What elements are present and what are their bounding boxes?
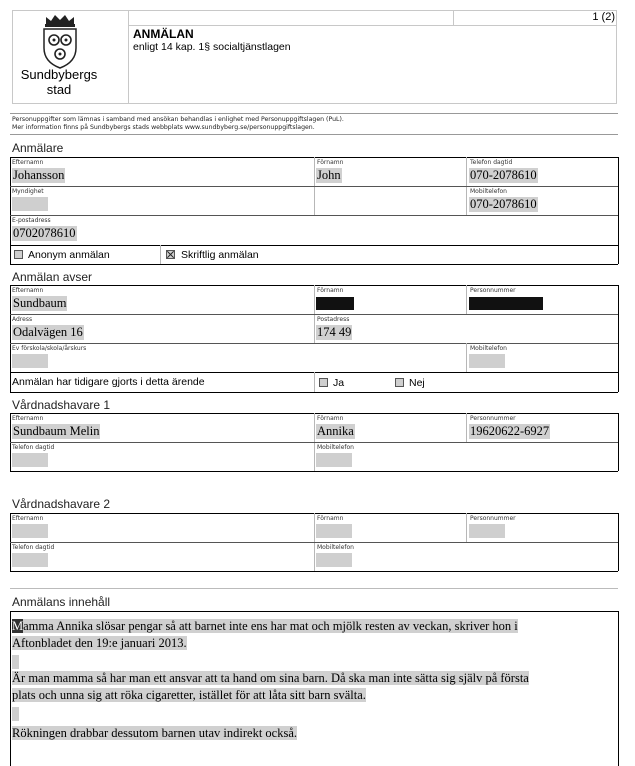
anmalare-efternamn-field[interactable]: Johansson — [13, 168, 65, 182]
vh2-telefon-field[interactable] — [12, 553, 48, 567]
avser-postadress-label: Postadress — [317, 316, 350, 323]
vh2-fornamn-field[interactable] — [316, 524, 352, 538]
document-title: ANMÄLAN — [133, 27, 194, 41]
anmalare-telefon-label: Telefon dagtid — [470, 159, 513, 166]
avser-postadress-field[interactable]: 174 49 — [317, 325, 352, 339]
vh1-mobil-field[interactable] — [316, 453, 352, 467]
vh1-fornamn-label: Förnamn — [317, 415, 344, 422]
section-anmalans-innehall: Anmälans innehåll — [12, 595, 111, 609]
anmalare-epost-label: E-postadress — [12, 217, 51, 224]
vh2-mobil-field[interactable] — [316, 553, 352, 567]
content-p1-line1: amma Annika slösar pengar så att barnet inte ens har mat och mjölk resten av veckan, skriver hon i — [23, 619, 518, 633]
tidigare-anmalan-label: Anmälan har tidigare gjorts i detta ärende — [12, 376, 205, 388]
avser-adress-field[interactable]: Odalvägen 16 — [13, 325, 83, 339]
vh1-telefon-field[interactable] — [12, 453, 48, 467]
anmalare-fornamn-field[interactable]: John — [317, 168, 341, 182]
avser-forskola-label: Ev förskola/skola/årskurs — [12, 345, 87, 352]
avser-adress-label: Adress — [12, 316, 33, 323]
vh2-fornamn-label: Förnamn — [317, 515, 344, 522]
page-number: 1 (2) — [592, 11, 615, 23]
coat-of-arms-icon — [30, 12, 90, 70]
content-paragraph-2[interactable] — [12, 670, 529, 704]
anmalare-myndighet-field[interactable] — [12, 197, 48, 211]
content-paragraph-3[interactable] — [12, 725, 297, 742]
content-p1-line2: Aftonbladet den 19:e januari 2013. — [12, 636, 187, 650]
avser-personnummer-label: Personnummer — [470, 287, 516, 294]
vh1-personnummer-field[interactable]: 19620622-6927 — [470, 424, 550, 438]
section-anmalare: Anmälare — [12, 141, 64, 155]
avser-fornamn-redacted — [316, 297, 354, 310]
vh2-mobil-label: Mobiltelefon — [317, 544, 354, 551]
tidigare-ja-checkbox[interactable] — [319, 378, 328, 387]
tidigare-nej-checkbox[interactable] — [395, 378, 404, 387]
vh1-efternamn-field[interactable]: Sundbaum Melin — [13, 424, 100, 438]
vh2-efternamn-label: Efternamn — [12, 515, 44, 522]
avser-personnummer-redacted — [469, 297, 543, 310]
anmalare-epost-field[interactable]: 0702078610 — [13, 226, 76, 240]
anmalare-telefon-field[interactable]: 070-2078610 — [470, 168, 537, 182]
vh2-personnummer-label: Personnummer — [470, 515, 516, 522]
section-vardnadshavare-2: Vårdnadshavare 2 — [12, 497, 111, 511]
logo-name-line2: stad — [46, 82, 72, 97]
empty-line-marker-1 — [12, 655, 19, 669]
skriftlig-checkbox[interactable] — [166, 250, 175, 259]
text-cursor-letter: M — [12, 619, 24, 633]
skriftlig-label: Skriftlig anmälan — [181, 249, 259, 261]
avser-fornamn-label: Förnamn — [317, 287, 344, 294]
anonym-checkbox[interactable] — [14, 250, 23, 259]
vh1-fornamn-field[interactable]: Annika — [317, 424, 354, 438]
vh2-telefon-label: Telefon dagtid — [12, 544, 55, 551]
anmalare-myndighet-label: Myndighet — [12, 188, 44, 195]
content-p2-line2: plats och unna sig att röka cigaretter, istället för att låta sitt barn svälta. — [12, 688, 366, 702]
vh1-mobil-label: Mobiltelefon — [317, 444, 354, 451]
vh1-telefon-label: Telefon dagtid — [12, 444, 55, 451]
logo-name-line1: Sundbybergs — [20, 67, 98, 82]
tidigare-ja-label: Ja — [333, 377, 345, 389]
avser-mobil-field[interactable] — [469, 354, 505, 368]
header-top-row-line — [128, 25, 617, 26]
content-p3-line1: Rökningen drabbar dessutom barnen utav indirekt också. — [12, 726, 297, 740]
header-page-cell-line — [453, 10, 454, 25]
tidigare-nej-label: Nej — [409, 377, 425, 389]
intro-line1: Personuppgifter som lämnas i samband med ansökan behandlas i enlighet med Personuppgiftslagen (PuL). — [12, 116, 344, 123]
empty-line-marker-2 — [12, 707, 19, 721]
vh1-personnummer-label: Personnummer — [470, 415, 516, 422]
anmalare-efternamn-label: Efternamn — [12, 159, 44, 166]
anmalare-fornamn-label: Förnamn — [317, 159, 344, 166]
anmalare-mobil-label: Mobiltelefon — [470, 188, 507, 195]
content-p2-line1: Är man mamma så har man ett ansvar att ta hand om sina barn. Då ska man inte sätta sig själv på första — [12, 671, 529, 685]
vh2-personnummer-field[interactable] — [469, 524, 505, 538]
avser-forskola-field[interactable] — [12, 354, 48, 368]
avser-efternamn-field[interactable]: Sundbaum — [13, 296, 67, 310]
section-vardnadshavare-1: Vårdnadshavare 1 — [12, 398, 111, 412]
anonym-label: Anonym anmälan — [28, 249, 110, 261]
section-anmalan-avser: Anmälan avser — [12, 270, 93, 284]
city-logo — [30, 12, 90, 70]
vh1-efternamn-label: Efternamn — [12, 415, 44, 422]
intro-line2: Mer information finns på Sundbybergs stads webbplats www.sundbyberg.se/personuppgiftslagen. — [12, 124, 315, 131]
avser-mobil-label: Mobiltelefon — [470, 345, 507, 352]
avser-efternamn-label: Efternamn — [12, 287, 44, 294]
document-subtitle: enligt 14 kap. 1§ socialtjänstlagen — [133, 41, 291, 53]
vh2-efternamn-field[interactable] — [12, 524, 48, 538]
content-paragraph-1[interactable] — [12, 618, 518, 652]
anmalare-mobil-field[interactable]: 070-2078610 — [470, 197, 537, 211]
